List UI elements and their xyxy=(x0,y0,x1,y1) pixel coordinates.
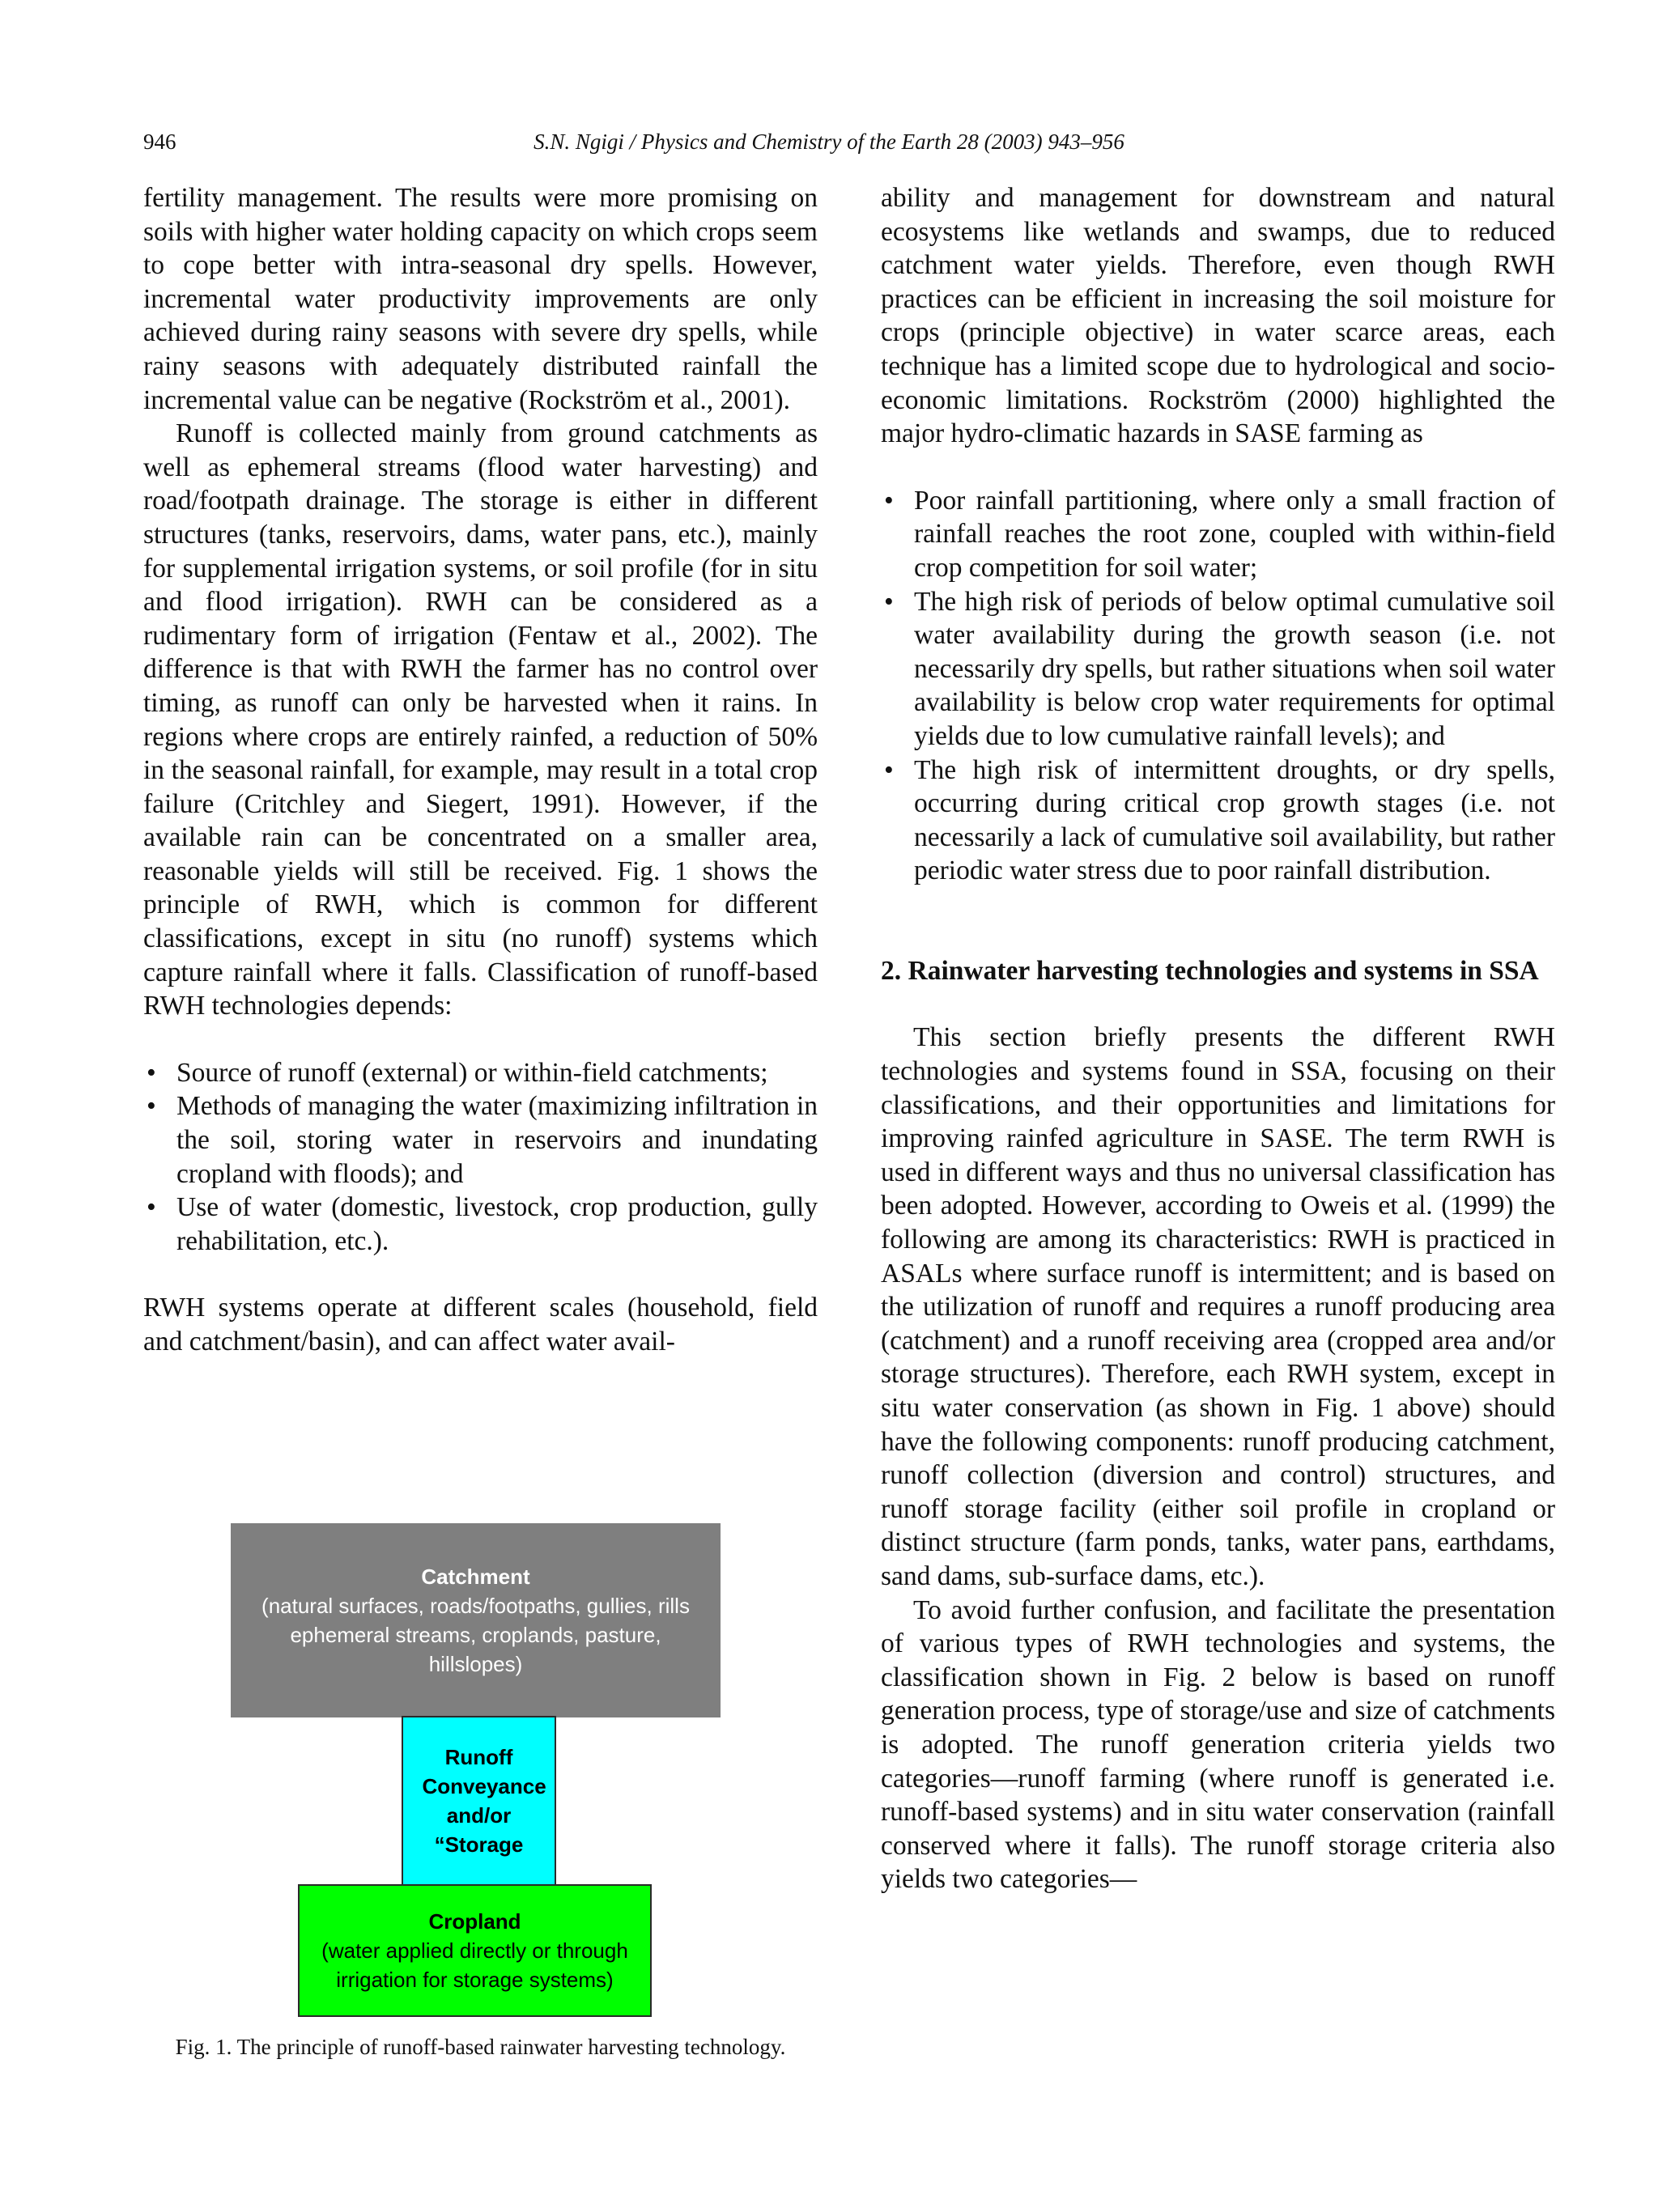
cropland-description: (water applied directly or through irrigation for storage systems) xyxy=(321,1938,628,1992)
runoff-box xyxy=(402,1716,556,1886)
catchment-box xyxy=(231,1523,721,1717)
list-item: • Use of water (domestic, livestock, crop production, gully rehabilitation, etc.). xyxy=(143,1191,818,1258)
paragraph: To avoid further confusion, and facilitate the presentation of various types of RWH technologies and systems, the classification shown in Fig. 2 below is based on runoff generation process, type of storage/use and size of catchments is adopted. The runoff generation criteria yields two categories—runoff farming (where runoff is generated i.e. runoff-based systems) and in situ water conservation (rainfall conserved where it falls). The runoff storage criteria also yields two categories— xyxy=(881,1594,1555,1895)
runoff-label: Runoff Conveyance and/or “Storage xyxy=(422,1745,546,1857)
page-header xyxy=(0,129,1658,162)
paragraph: ability and management for downstream and natural ecosystems like wetlands and swamps, due to reduced catchment water yields. Therefore, even though RWH practices can be efficient in increasing the soil moisture for crops (principle objective) in water scarce areas, each technique has a limited scope due to hydrological and socio-economic limitations. Rockström (2000) highlighted the major hydro-climatic hazards in SASE farming as xyxy=(881,183,1555,449)
left-column xyxy=(143,181,818,1359)
paragraph: RWH systems operate at different scales (household, field and catchment/basin), and can affect water avail- xyxy=(143,1293,818,1356)
list-item: • Source of runoff (external) or within-field catchments; xyxy=(143,1056,818,1090)
list-item: • The high risk of intermittent droughts, or dry spells, occurring during critical crop growth stages (i.e. not necessarily a lack of cumulative soil availability, but rather periodic water stress due to poor rainfall distribution. xyxy=(881,754,1555,888)
list-item: • The high risk of periods of below optimal cumulative soil water availability during the growth season (i.e. not necessarily dry spells, but rather situations when soil water availability is below crop water requirements for optimal yields due to low cumulative rainfall levels); and xyxy=(881,585,1555,754)
section-heading: 2. Rainwater harvesting technologies and systems in SSA xyxy=(881,955,1539,986)
page-number: 946 xyxy=(143,129,176,154)
bullet-list xyxy=(881,484,1555,888)
running-head: S.N. Ngigi / Physics and Chemistry of the Earth 28 (2003) 943–956 xyxy=(534,129,1124,154)
cropland-title: Cropland xyxy=(428,1909,521,1934)
cropland-box xyxy=(298,1884,652,2017)
paragraph: This section briefly presents the different RWH technologies and systems found in SSA, focusing on their classifications, and their opportunities and limitations for improving rainfed agriculture in SASE. The term RWH is used in different ways and thus no universal classification has been adopted. However, according to Oweis et al. (1999) the following are among its characteristics: RWH is practiced in ASALs where surface runoff is intermittent; and is based on the utilization of runoff and requires a runoff producing area (catchment) and a runoff receiving area (cropped area and/or storage structures). Therefore, each RWH system, except in situ water conservation (as shown in Fig. 1 above) should have the following components: runoff producing catchment, runoff collection (diversion and control) structures, and runoff storage facility (either soil profile in cropland or distinct structure (farm ponds, tanks, water pans, earthdams, sand dams, sub-surface dams, etc.). xyxy=(881,1022,1555,1591)
right-column xyxy=(881,181,1555,1896)
list-item: • Poor rainfall partitioning, where only a small fraction of rainfall reaches the root zone, coupled with within-field crop competition for soil water; xyxy=(881,484,1555,585)
figure-caption: Fig. 1. The principle of runoff-based rainwater harvesting technology. xyxy=(175,2035,786,2059)
catchment-title: Catchment xyxy=(421,1565,530,1589)
bullet-list xyxy=(143,1056,818,1259)
paragraph: Runoff is collected mainly from ground catchments as well as ephemeral streams (flood water harvesting) and road/footpath drainage. The storage is either in different structures (tanks, reservoirs, dams, water pans, etc.), mainly for supplemental irrigation systems, or soil profile (for in situ and flood irrigation). RWH can be considered as a rudimentary form of irrigation (Fentaw et al., 2002). The difference is that with RWH the farmer has no control over timing, as runoff can only be harvested when it rains. In regions where crops are entirely rainfed, a reduction of 50% in the seasonal rainfall, for example, may result in a total crop failure (Critchley and Siegert, 1991). However, if the available rain can be concentrated on a smaller area, reasonable yields will still be received. Fig. 1 shows the principle of RWH, which is common for different classifications, except in situ (no runoff) systems which capture rainfall where it falls. Classification of runoff-based RWH technologies depends: xyxy=(143,418,818,1021)
catchment-description: (natural surfaces, roads/footpaths, gullies, rills ephemeral streams, croplands, pasture, hillslopes) xyxy=(261,1594,690,1676)
paragraph: fertility management. The results were more promising on soils with higher water holding capacity on which crops seem to cope better with intra-seasonal dry spells. However, incremental water productivity improvements are only achieved during rainy seasons with severe dry spells, while rainy seasons with adequately distributed rainfall the incremental value can be negative (Rockström et al., 2001). xyxy=(143,183,818,415)
list-item: • Methods of managing the water (maximizing infiltration in the soil, storing water in reservoirs and inundating cropland with floods); and xyxy=(143,1089,818,1191)
